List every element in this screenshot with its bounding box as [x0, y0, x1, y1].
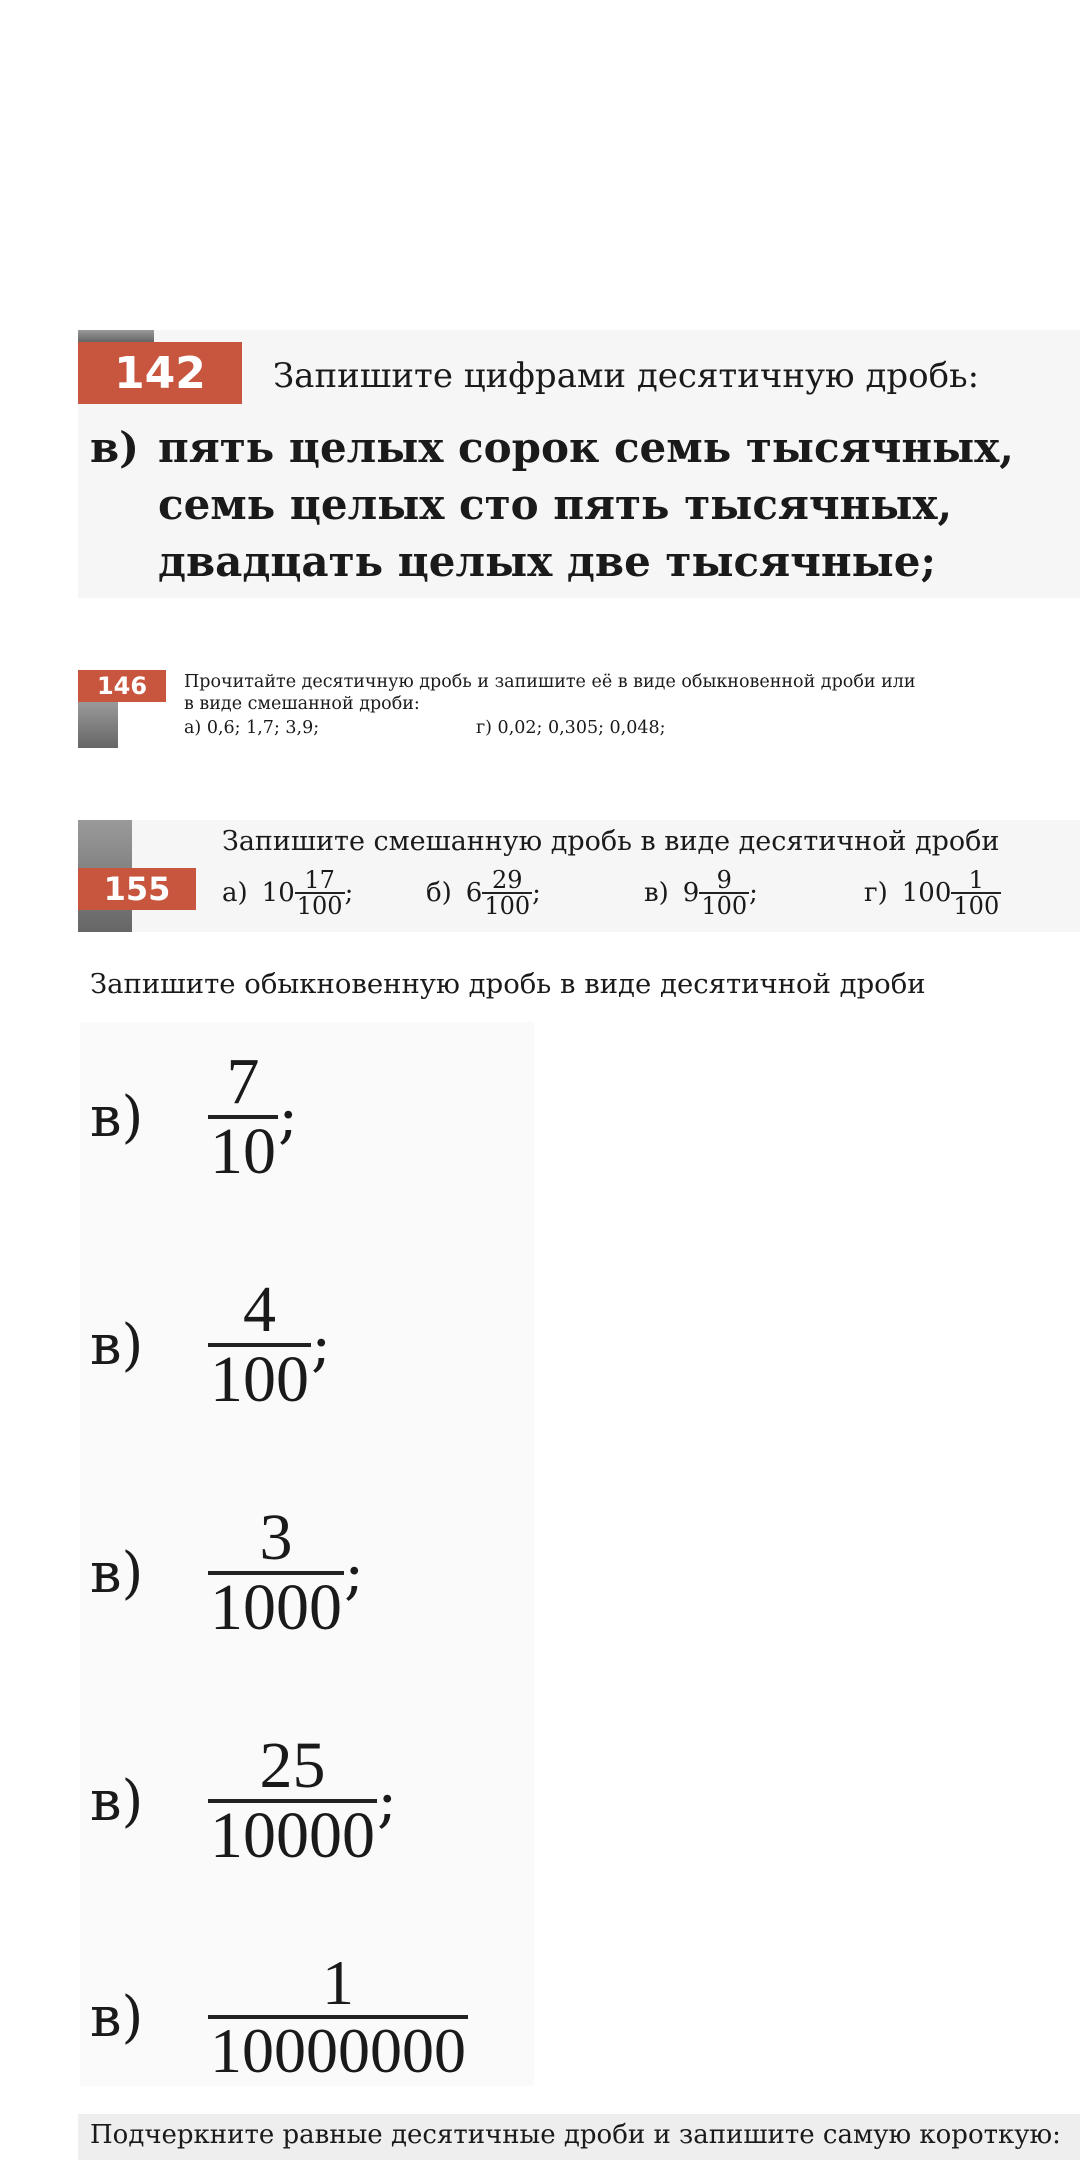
- separator: ;: [344, 878, 354, 908]
- fraction-item: [90, 1716, 397, 1886]
- fraction: [208, 1045, 278, 1188]
- task-last-block: [78, 2114, 1080, 2160]
- whole-part: 6: [465, 878, 483, 908]
- item-label: в): [90, 1984, 144, 2050]
- numerator: 29: [491, 866, 523, 894]
- numerator: 1: [968, 866, 984, 894]
- item-label: в): [90, 1084, 144, 1150]
- numerator: 1: [322, 1947, 354, 2018]
- denominator: 10: [210, 1115, 276, 1188]
- task-146-part-g: г) 0,02; 0,305; 0,048;: [476, 718, 666, 738]
- item-label: в): [90, 1312, 144, 1378]
- numerator: 4: [243, 1273, 276, 1346]
- item-label: б): [426, 878, 452, 908]
- fraction: [295, 868, 345, 918]
- numerator: 17: [304, 866, 335, 894]
- item-label: в): [90, 1768, 144, 1834]
- denominator: 10000: [210, 1799, 375, 1872]
- separator: ;: [377, 1766, 398, 1836]
- separator: ;: [344, 1538, 365, 1608]
- numerator: 9: [716, 866, 732, 894]
- fraction: [699, 868, 749, 918]
- fraction-item: [90, 1260, 331, 1430]
- fraction-item: [90, 1032, 298, 1202]
- item-label: г): [864, 878, 888, 908]
- fraction: [208, 1273, 311, 1416]
- task-146-part-a: а) 0,6; 1,7; 3,9;: [184, 718, 320, 738]
- denominator: 1000: [210, 1571, 342, 1644]
- item-label: в): [90, 1540, 144, 1606]
- task-142-line: семь целых сто пять тысячных,: [158, 480, 953, 529]
- denominator: 100: [701, 892, 748, 920]
- mixed-fraction-item: [644, 868, 758, 918]
- task-142-strip: [78, 330, 154, 342]
- item-label: в): [644, 878, 669, 908]
- task-155-title: Запишите смешанную дробь в виде десятичной дроби: [222, 826, 1000, 857]
- task-last-title: Подчеркните равные десятичные дроби и запишите самую короткую:: [90, 2120, 1061, 2150]
- task-146-strip: [78, 702, 118, 748]
- denominator: 100: [484, 892, 531, 920]
- fraction-item: [90, 1488, 364, 1658]
- task-142-block: [78, 330, 1080, 598]
- task-fractions-title: Запишите обыкновенную дробь в виде десятичной дроби: [90, 968, 926, 1000]
- numerator: 7: [226, 1045, 260, 1118]
- mixed-fraction-item: [426, 868, 541, 918]
- whole-part: 100: [901, 878, 952, 908]
- separator: ;: [278, 1082, 299, 1152]
- task-142-title: Запишите цифрами десятичную дробь:: [273, 356, 980, 396]
- whole-part: 10: [261, 878, 295, 908]
- separator: ;: [311, 1310, 332, 1380]
- task-146-line: Прочитайте десятичную дробь и запишите её в виде обыкновенной дроби или: [184, 672, 916, 692]
- fraction: [208, 1729, 377, 1872]
- task-142-line: пять целых сорок семь тысячных,: [158, 423, 1014, 472]
- whole-part: 9: [682, 878, 700, 908]
- task-142-label: в): [90, 423, 140, 472]
- task-155-block: [78, 820, 1080, 932]
- denominator: 100: [953, 892, 1000, 920]
- task-146-block: [78, 670, 1080, 748]
- task-146-line: в виде смешанной дроби:: [184, 694, 420, 714]
- denominator: 100: [210, 1343, 309, 1416]
- task-fractions-block: [80, 1022, 534, 2086]
- separator: ;: [749, 878, 758, 908]
- mixed-fraction-item: [864, 868, 1001, 918]
- task-number-badge: 142: [78, 342, 242, 404]
- fraction-item: [90, 1932, 468, 2102]
- task-number-badge: 146: [78, 670, 166, 702]
- mixed-fraction-item: [222, 868, 353, 918]
- fraction: [208, 1947, 468, 2086]
- denominator: 100: [296, 892, 343, 920]
- separator: ;: [532, 878, 541, 908]
- fraction: [482, 868, 532, 918]
- numerator: 25: [259, 1729, 326, 1802]
- item-label: а): [222, 878, 248, 908]
- task-number-badge: 155: [78, 868, 196, 910]
- numerator: 3: [259, 1501, 293, 1574]
- fraction: [208, 1501, 344, 1644]
- denominator: 10000000: [210, 2015, 466, 2086]
- fraction: [951, 868, 1001, 918]
- task-142-line: двадцать целых две тысячные;: [158, 537, 936, 586]
